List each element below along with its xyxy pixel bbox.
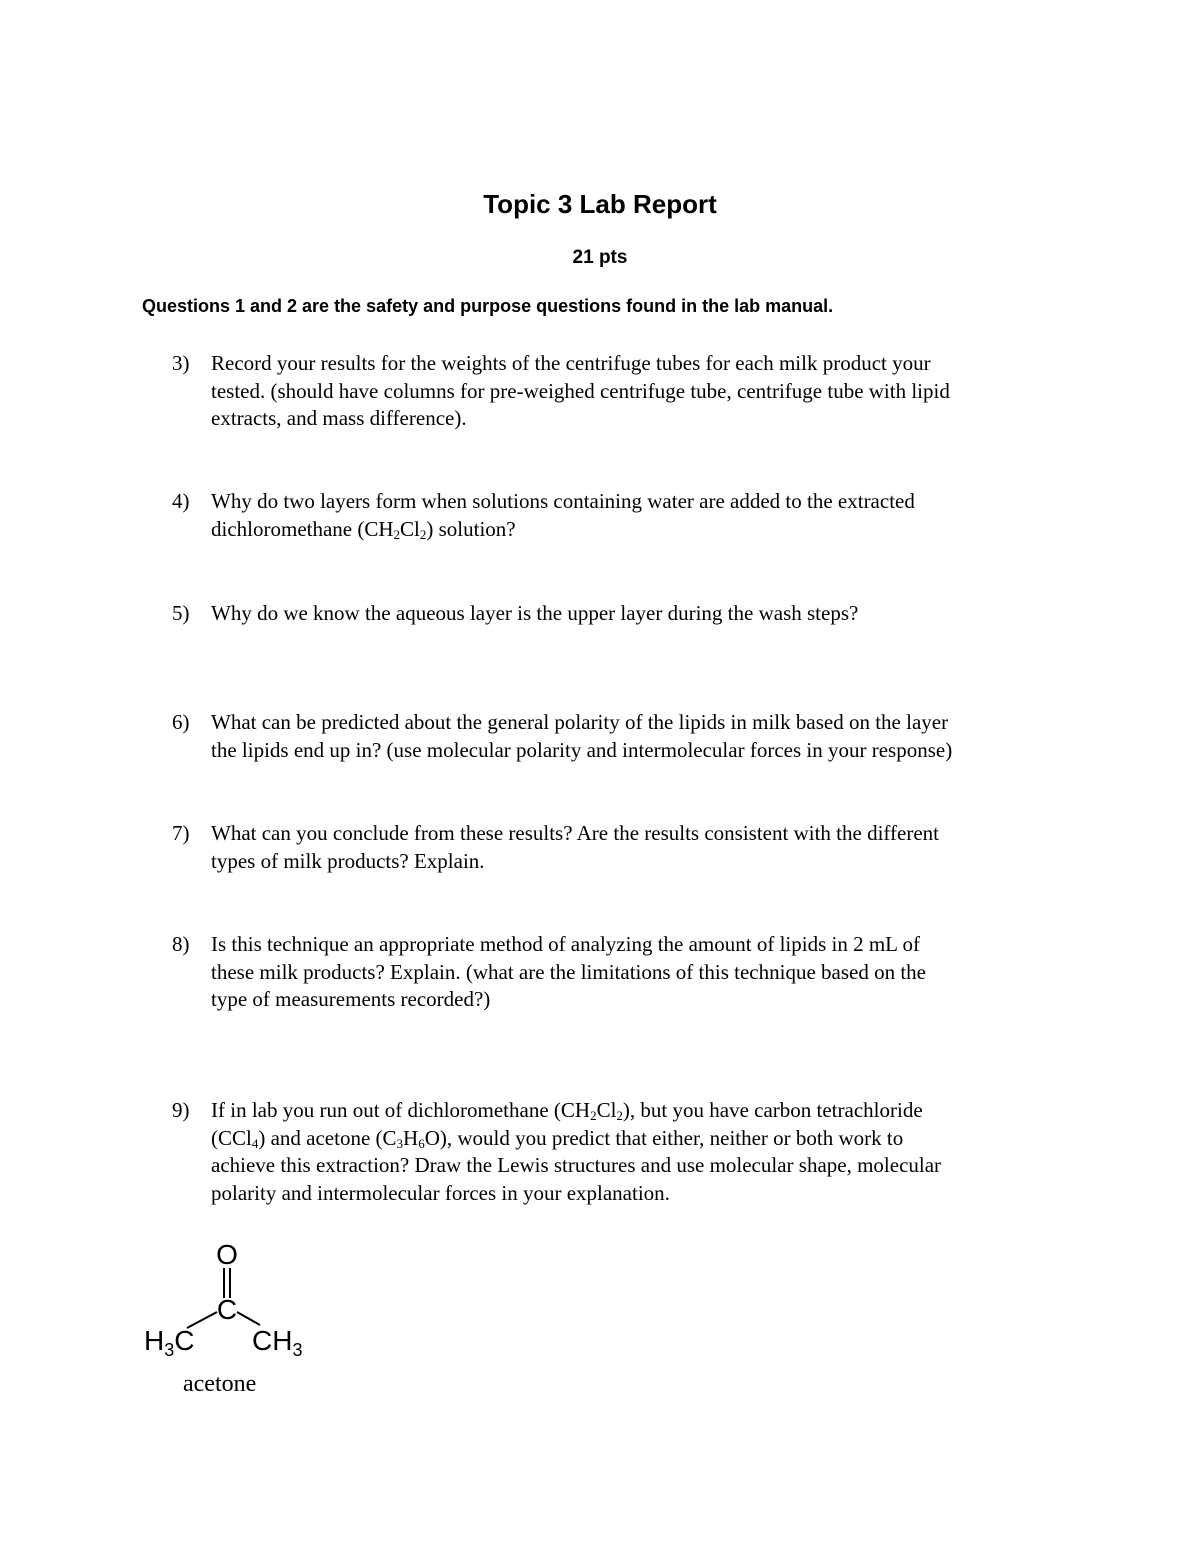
question-line: What can be predicted about the general polarity of the lipids in milk based on the layer <box>211 710 949 734</box>
question-line: achieve this extraction? Draw the Lewis structures and use molecular shape, molecular <box>211 1153 942 1177</box>
text-run: (CCl <box>211 1125 252 1150</box>
question-text <box>211 1097 1071 1207</box>
question-number: 5) <box>172 601 190 625</box>
subscript: 3 <box>396 1135 404 1151</box>
points-label: 21 pts <box>572 247 628 268</box>
text-run: Cl <box>400 516 420 541</box>
subscript: 2 <box>616 1108 623 1123</box>
question-line: Why do we know the aqueous layer is the upper layer during the wash steps? <box>211 601 859 625</box>
question-number: 6) <box>172 710 190 734</box>
left-methyl-group <box>144 1325 194 1360</box>
methyl-label: CH <box>252 1325 293 1356</box>
question-line: Is this technique an appropriate method of analyzing the amount of lipids in 2 mL of <box>211 932 920 956</box>
acetone-caption: acetone <box>183 1371 257 1397</box>
question-number: 9) <box>172 1098 190 1122</box>
question-line: What can you conclude from these results? Are the results consistent with the different <box>211 821 939 845</box>
question-line: these milk products? Explain. (what are the limitations of this technique based on the <box>211 959 926 984</box>
text-run: Cl <box>596 1098 617 1122</box>
question-text <box>211 931 1071 1014</box>
question-text <box>211 350 1071 433</box>
question-line <box>211 1125 1071 1153</box>
subscript: 2 <box>590 1108 597 1123</box>
question-text <box>211 709 1071 764</box>
text-run: O), would you predict that either, neither or both work to <box>424 1125 904 1150</box>
question-line: polarity and intermolecular forces in your explanation. <box>211 1180 670 1205</box>
question-number: 3) <box>172 351 190 375</box>
right-methyl-group <box>252 1325 302 1360</box>
methyl-carbon-label: C <box>174 1325 195 1356</box>
question-number: 4) <box>172 489 190 513</box>
question-line: the lipids end up in? (use molecular polarity and intermolecular forces in your response) <box>211 737 953 762</box>
question-line: Why do two layers form when solutions containing water are added to the extracted <box>211 489 915 513</box>
subscript: 2 <box>419 526 427 542</box>
text-run: ) solution? <box>426 516 516 541</box>
question-line: Record your results for the weights of the centrifuge tubes for each milk product your <box>211 351 931 375</box>
methyl-subscript: 3 <box>292 1340 303 1360</box>
question-number: 8) <box>172 932 190 956</box>
question-text <box>211 820 1071 875</box>
text-run: dichloromethane (CH <box>211 516 394 541</box>
text-run: ), but you have carbon tetrachloride <box>622 1098 923 1122</box>
question-text <box>211 600 1071 628</box>
intro-text: Questions 1 and 2 are the safety and purpose questions found in the lab manual. <box>142 296 834 316</box>
subscript: 4 <box>251 1135 259 1151</box>
question-number: 7) <box>172 821 190 845</box>
text-run: If in lab you run out of dichloromethane (CH <box>211 1098 591 1122</box>
question-line: type of measurements recorded?) <box>211 987 491 1011</box>
right-bond-line <box>237 1312 260 1325</box>
text-run: ) and acetone (C <box>258 1125 397 1150</box>
text-run: H <box>403 1125 419 1150</box>
carbon-atom: C <box>216 1294 238 1325</box>
question-line <box>211 516 1071 544</box>
oxygen-atom: O <box>216 1239 238 1270</box>
subscript: 6 <box>418 1135 425 1151</box>
page-title: Topic 3 Lab Report <box>483 189 717 219</box>
question-line: extracts, and mass difference). <box>211 406 467 430</box>
acetone-diagram <box>140 1232 320 1362</box>
question-line <box>211 1097 1071 1125</box>
subscript: 2 <box>393 526 401 542</box>
hydrogen-label: H <box>144 1325 165 1356</box>
question-text <box>211 488 1071 543</box>
question-line: types of milk products? Explain. <box>211 848 485 873</box>
methyl-subscript: 3 <box>164 1340 175 1360</box>
question-line: tested. (should have columns for pre-weighed centrifuge tube, centrifuge tube with lipid <box>211 378 950 403</box>
